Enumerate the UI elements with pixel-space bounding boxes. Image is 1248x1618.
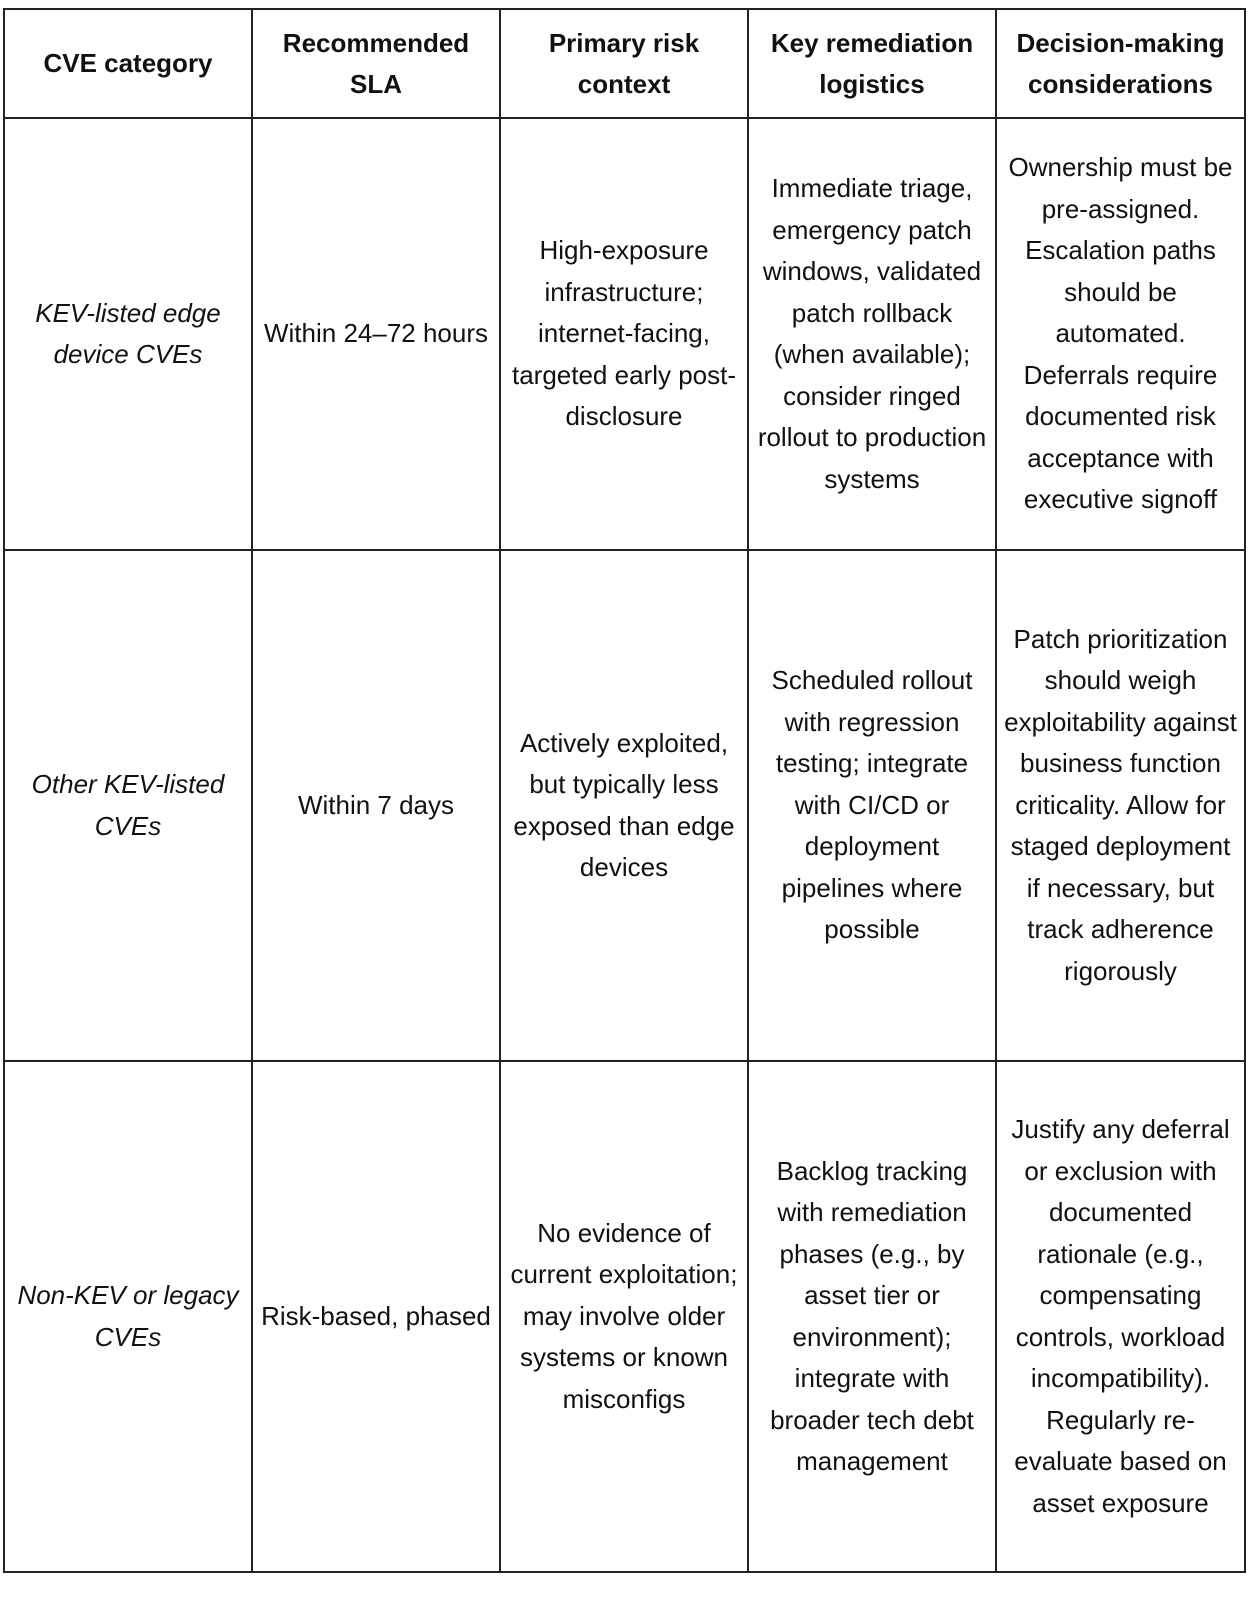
cell-sla: Within 7 days bbox=[252, 550, 500, 1061]
cell-logistics: Backlog tracking with remediation phases (e.g., by asset tier or environment); integrate with broader tech debt management bbox=[748, 1061, 996, 1572]
header-cve-category: CVE category bbox=[4, 9, 252, 118]
table-row bbox=[4, 118, 1245, 550]
header-primary-risk-context: Primary risk context bbox=[500, 9, 748, 118]
cell-logistics: Immediate triage, emergency patch windows, validated patch rollback (when available); consider ringed rollout to production systems bbox=[748, 118, 996, 550]
table-header bbox=[4, 9, 1245, 118]
cve-sla-table bbox=[3, 8, 1246, 1573]
table-row bbox=[4, 1061, 1245, 1572]
cell-category: KEV-listed edge device CVEs bbox=[4, 118, 252, 550]
cell-considerations: Justify any deferral or exclusion with documented rationale (e.g., compensating controls, workload incompatibility). Regularly re-evaluate based on asset exposure bbox=[996, 1061, 1245, 1572]
cell-category: Other KEV-listed CVEs bbox=[4, 550, 252, 1061]
cell-considerations: Patch prioritization should weigh exploitability against business function criticality. Allow for staged deployment if necessary, but track adherence rigorously bbox=[996, 550, 1245, 1061]
header-key-remediation-logistics: Key remediation logistics bbox=[748, 9, 996, 118]
cell-risk-context: High-exposure infrastructure; internet-facing, targeted early post-disclosure bbox=[500, 118, 748, 550]
cell-considerations: Ownership must be pre-assigned. Escalation paths should be automated. Deferrals require documented risk acceptance with executive signoff bbox=[996, 118, 1245, 550]
header-decision-making-considerations: Decision-making considerations bbox=[996, 9, 1245, 118]
header-row bbox=[4, 9, 1245, 118]
cell-logistics: Scheduled rollout with regression testing; integrate with CI/CD or deployment pipelines where possible bbox=[748, 550, 996, 1061]
cell-sla: Within 24–72 hours bbox=[252, 118, 500, 550]
cell-category: Non-KEV or legacy CVEs bbox=[4, 1061, 252, 1572]
cell-risk-context: Actively exploited, but typically less exposed than edge devices bbox=[500, 550, 748, 1061]
cell-sla: Risk-based, phased bbox=[252, 1061, 500, 1572]
header-recommended-sla: Recommended SLA bbox=[252, 9, 500, 118]
cell-risk-context: No evidence of current exploitation; may involve older systems or known misconfigs bbox=[500, 1061, 748, 1572]
table-row bbox=[4, 550, 1245, 1061]
table-body bbox=[4, 118, 1245, 1572]
